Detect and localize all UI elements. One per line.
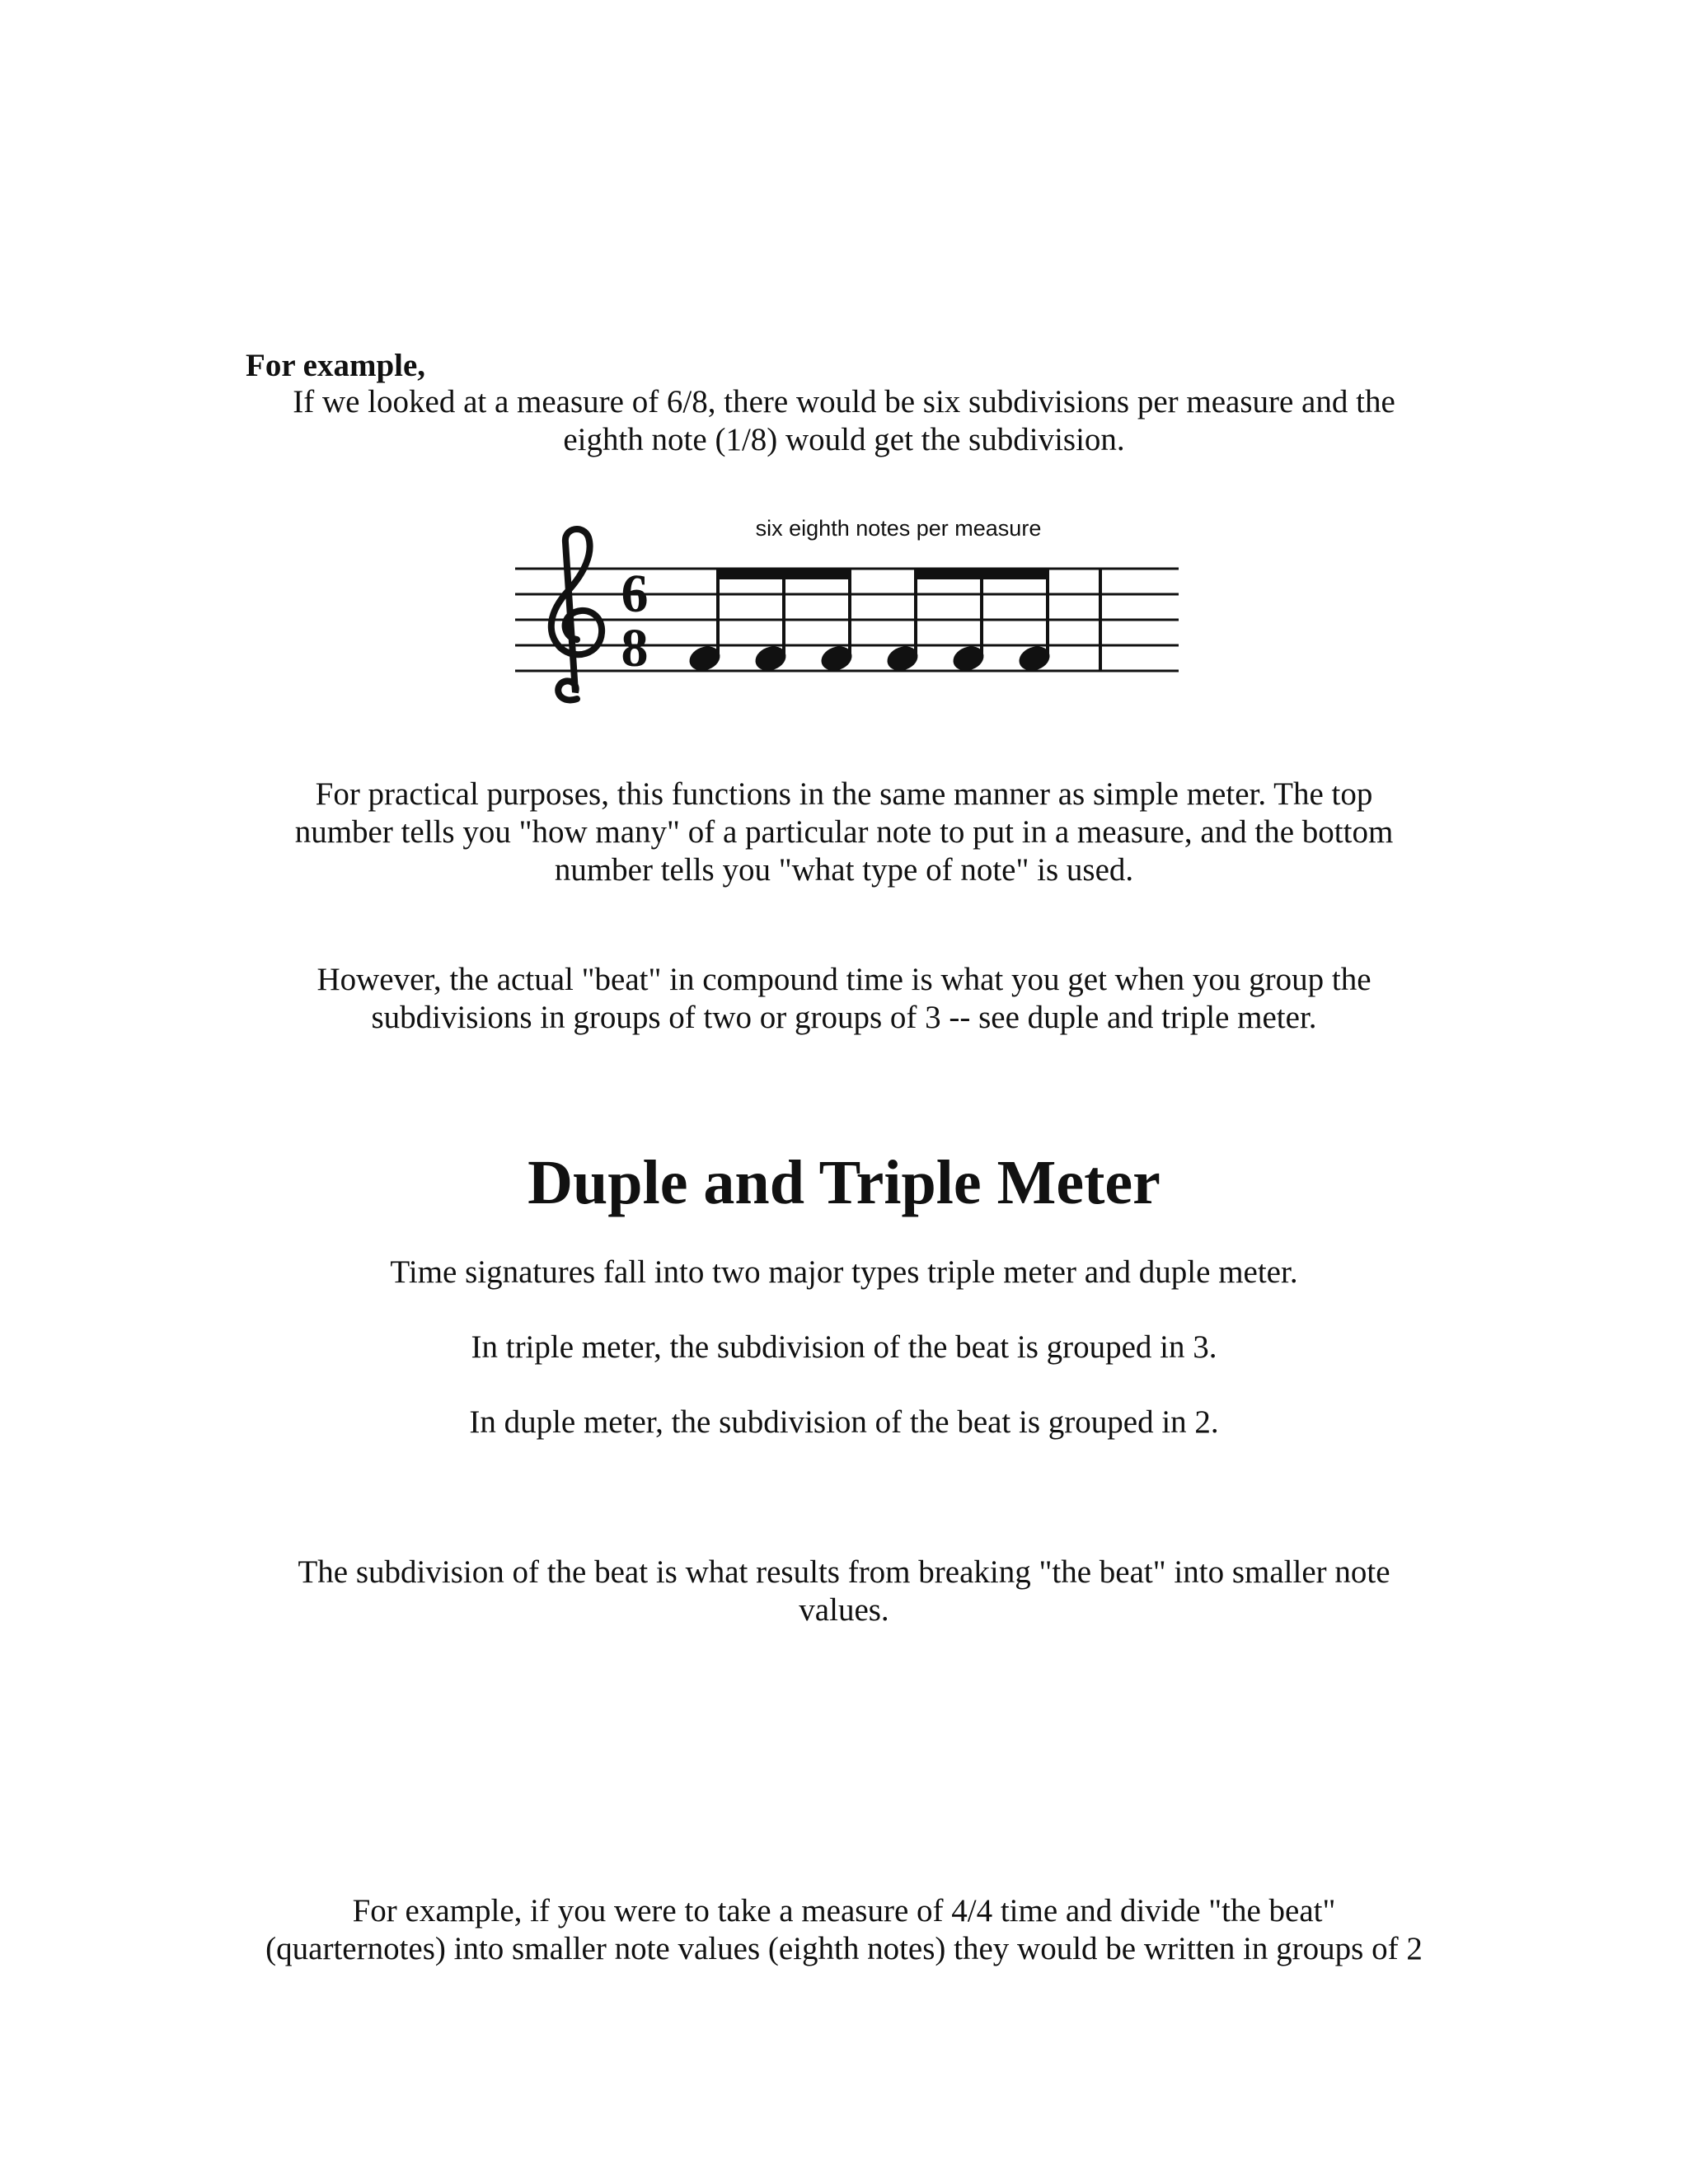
figure-caption: six eighth notes per measure bbox=[755, 516, 1042, 541]
subdivision-line-1: The subdivision of the beat is what results from breaking "the beat" into smaller note bbox=[298, 1554, 1390, 1590]
practical-line-1: For practical purposes, this functions in the same manner as simple meter. The top bbox=[315, 776, 1373, 812]
practical-line-3: number tells you "what type of note" is used. bbox=[554, 852, 1134, 888]
example-line-1: For example, if you were to take a measure of 4/4 time and divide "the beat" bbox=[352, 1893, 1336, 1929]
intro-paragraph bbox=[0, 383, 1688, 459]
triple-meter-text: In triple meter, the subdivision of the beat is grouped in 3. bbox=[471, 1329, 1217, 1365]
meter-types-text: Time signatures fall into two major types triple meter and duple meter. bbox=[390, 1254, 1298, 1290]
note-beam bbox=[716, 569, 851, 579]
subdivision-paragraph bbox=[0, 1554, 1688, 1629]
practical-line-2: number tells you "how many" of a particular note to put in a measure, and the bottom bbox=[294, 814, 1394, 850]
time-signature-top: 6 bbox=[621, 564, 649, 624]
intro-line-2: eighth note (1/8) would get the subdivision. bbox=[563, 422, 1125, 457]
duple-meter-text: In duple meter, the subdivision of the beat is grouped in 2. bbox=[469, 1404, 1219, 1440]
time-signature-bottom: 8 bbox=[621, 618, 649, 678]
beat-line-2: subdivisions in groups of two or groups of 3 -- see duple and triple meter. bbox=[371, 1000, 1317, 1035]
beat-line-1: However, the actual "beat" in compound time is what you get when you group the bbox=[316, 962, 1372, 997]
example-paragraph bbox=[0, 1892, 1688, 1968]
treble-clef-icon bbox=[551, 529, 602, 700]
intro-label: For example, bbox=[246, 348, 426, 383]
note-beam bbox=[914, 569, 1049, 579]
practical-paragraph bbox=[0, 776, 1688, 889]
intro-line-1: If we looked at a measure of 6/8, there would be six subdivisions per measure and the bbox=[293, 384, 1395, 419]
section-heading: Duple and Triple Meter bbox=[528, 1148, 1160, 1217]
subdivision-line-2: values. bbox=[799, 1592, 889, 1628]
time-signature bbox=[621, 564, 649, 678]
beat-paragraph bbox=[0, 961, 1688, 1037]
example-line-2: (quarternotes) into smaller note values (eighth notes) they would be written in groups of 2 bbox=[265, 1931, 1423, 1966]
eighth-notes bbox=[686, 569, 1053, 675]
music-notation-figure bbox=[511, 509, 1187, 715]
